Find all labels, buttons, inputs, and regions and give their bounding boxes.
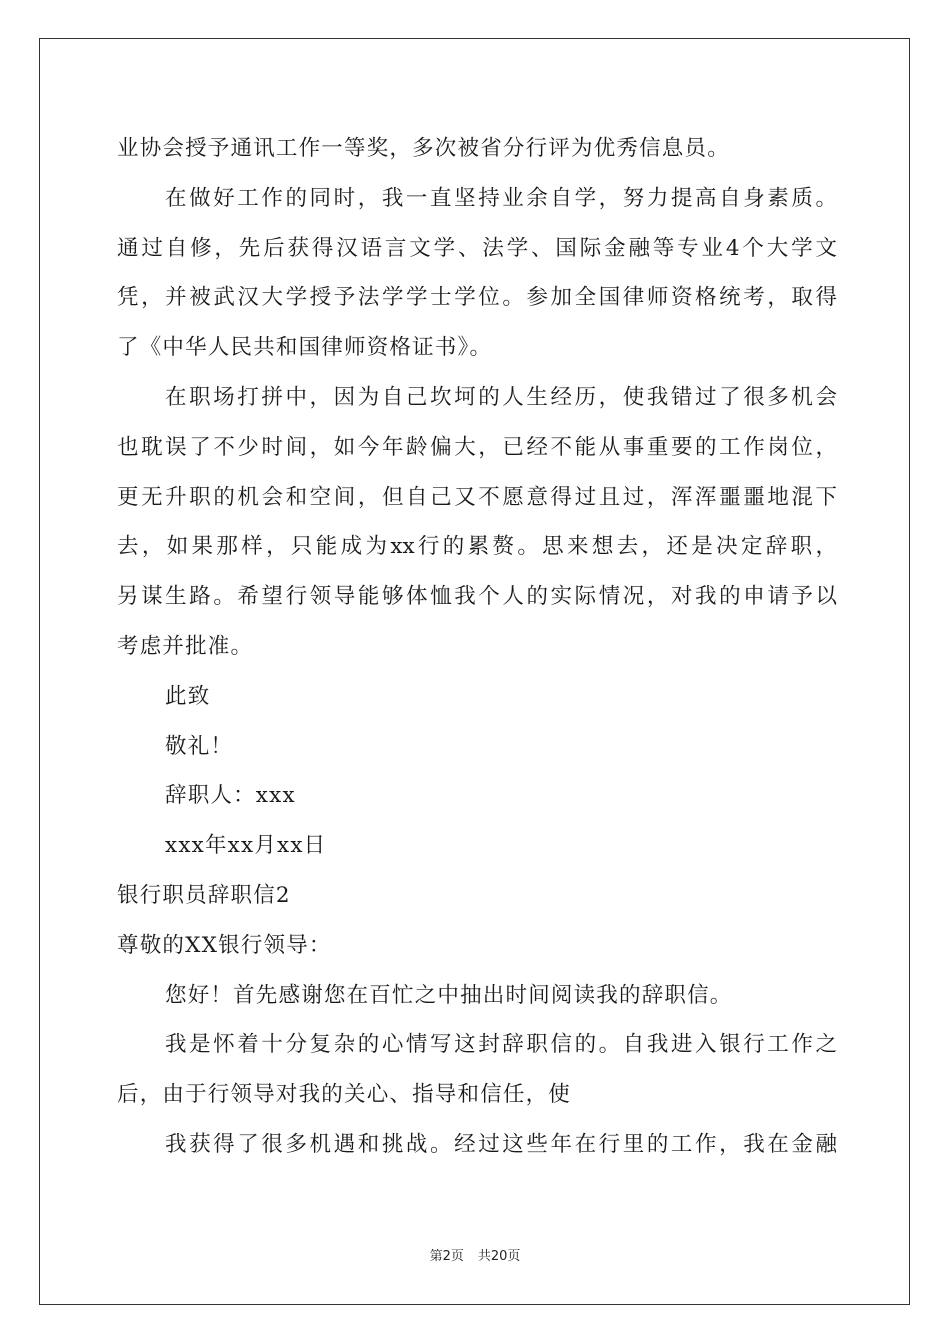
- text-line: 去，如果那样，只能成为xx行的累赘。思来想去，还是决定辞职，: [117, 534, 837, 560]
- page-footer: [0, 1245, 950, 1264]
- text-line: 通过自修，先后获得汉语言文学、法学、国际金融等专业4个大学文: [117, 235, 837, 261]
- section-title: 银行职员辞职信2: [117, 882, 291, 908]
- letter-greeting: 尊敬的XX银行领导：: [117, 932, 332, 958]
- text-line: 后，由于行领导对我的关心、指导和信任，使: [117, 1082, 572, 1108]
- text-line: 更无升职的机会和空间，但自己又不愿意得过且过，浑浑噩噩地混下: [117, 484, 837, 510]
- total-pages: 共20页: [477, 1249, 521, 1264]
- text-line: 考虑并批准。: [117, 633, 254, 659]
- text-line: 您好！首先感谢您在百忙之中抽出时间阅读我的辞职信。: [165, 982, 733, 1008]
- text-line: 我获得了很多机遇和挑战。经过这些年在行里的工作，我在金融: [165, 1131, 837, 1157]
- text-line: 在做好工作的同时，我一直坚持业余自学，努力提高自身素质。: [165, 185, 837, 211]
- page-number: 第2页: [429, 1249, 464, 1264]
- text-line: 了《中华人民共和国律师资格证书》。: [117, 335, 493, 361]
- text-line: 在职场打拼中，因为自己坎坷的人生经历，使我错过了很多机会: [165, 384, 837, 410]
- text-line: 业协会授予通讯工作一等奖，多次被省分行评为优秀信息员。: [117, 136, 730, 161]
- text-line: 凭，并被武汉大学授予法学学士学位。参加全国律师资格统考，取得: [117, 285, 837, 311]
- date-line: xxx年xx月xx日: [165, 833, 327, 859]
- document-body: [117, 124, 837, 1170]
- closing-regards: 敬礼！: [165, 733, 234, 759]
- text-line: 我是怀着十分复杂的心情写这封辞职信的。自我进入银行工作之: [165, 1032, 837, 1058]
- text-line: 也耽误了不少时间，如今年龄偏大，已经不能从事重要的工作岗位，: [117, 434, 837, 460]
- text-line: 另谋生路。希望行领导能够体恤我个人的实际情况，对我的申请予以: [117, 584, 837, 610]
- signature-line: 辞职人：xxx: [165, 783, 296, 809]
- closing-salutation: 此致: [165, 683, 211, 709]
